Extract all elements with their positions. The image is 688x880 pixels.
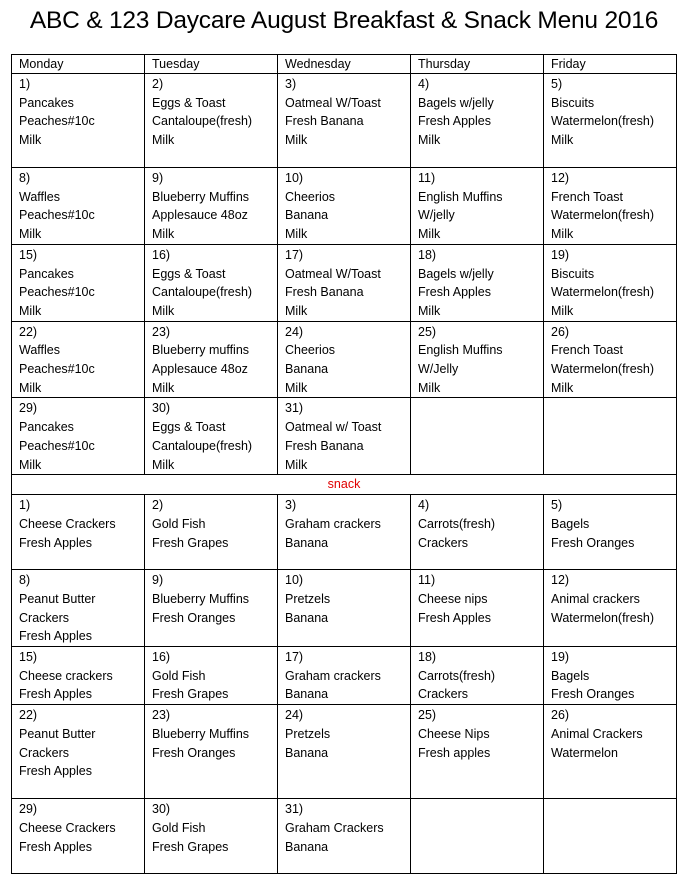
breakfast-week-row [12,168,677,245]
day-number: 23) [152,324,171,339]
snack-item: Carrots(fresh) [418,516,496,531]
breakfast-item: Milk [551,303,574,318]
snack-week-row [12,647,677,705]
breakfast-cell [145,321,278,398]
snack-cell [145,570,278,647]
snack-cell [278,705,411,799]
day-number: 22) [19,708,38,723]
breakfast-cell [411,321,544,398]
snack-item: Crackers [19,610,70,625]
snack-item: Cheese Nips [418,726,490,741]
breakfast-cell [145,398,278,475]
snack-item: Cheese Crackers [19,516,116,531]
day-number: 25) [418,324,437,339]
snack-cell [278,570,411,647]
breakfast-item: Milk [152,457,175,472]
snack-item: Banana [285,687,329,702]
day-number: 30) [152,401,171,416]
breakfast-item: Fresh Banana [285,114,364,129]
breakfast-cell [544,398,677,475]
snack-week-row [12,495,677,570]
breakfast-cell [544,321,677,398]
day-number: 23) [152,708,171,723]
breakfast-item: Milk [551,133,574,148]
snack-cell [145,705,278,799]
breakfast-item: Milk [152,380,175,395]
day-number: 19) [551,247,570,262]
breakfast-cell [278,244,411,321]
snack-cell [411,799,544,874]
day-number: 17) [285,247,304,262]
snack-item: Fresh Apples [19,687,92,702]
snack-cell [544,495,677,570]
snack-item: Cheese crackers [19,668,113,683]
breakfast-item: Peaches#10c [19,208,95,223]
breakfast-item: Milk [19,303,42,318]
day-number: 8) [19,573,31,588]
breakfast-cell [411,74,544,168]
breakfast-item: Watermelon(fresh) [551,208,655,223]
snack-cell [278,647,411,705]
snack-item: Watermelon(fresh) [551,610,655,625]
breakfast-item: Oatmeal W/Toast [285,266,381,281]
breakfast-cell [145,74,278,168]
menu-table [11,54,677,874]
snack-divider-row [12,475,677,495]
breakfast-item: Applesauce 48oz [152,208,248,223]
snack-cell [145,647,278,705]
breakfast-item: Cantaloupe(fresh) [152,114,253,129]
day-number: 5) [551,77,563,91]
day-number: 31) [285,401,304,416]
snack-cell [411,705,544,799]
snack-item: Watermelon [551,745,618,760]
breakfast-item: Eggs & Toast [152,266,226,281]
day-number: 9) [152,573,164,588]
snack-week-row [12,705,677,799]
snack-item: Fresh Oranges [152,610,236,625]
day-header-tuesday: Tuesday [145,55,278,74]
snack-item: Gold Fish [152,668,206,683]
snack-item: Blueberry Muffins [152,591,250,606]
breakfast-cell [544,168,677,245]
snack-item: Fresh Grapes [152,687,229,702]
day-number: 24) [285,324,304,339]
snack-item: Fresh Apples [19,629,92,644]
page-title: ABC & 123 Daycare August Breakfast & Snack Menu 2016 [29,7,659,34]
day-number: 24) [285,708,304,723]
breakfast-item: Blueberry muffins [152,343,250,358]
snack-item: Banana [285,839,329,854]
snack-item: Carrots(fresh) [418,668,496,683]
snack-item: Gold Fish [152,820,206,835]
breakfast-item: Watermelon(fresh) [551,285,655,300]
breakfast-item: Milk [285,457,308,472]
snack-item: Peanut Butter [19,591,96,606]
snack-cell [278,495,411,570]
breakfast-item: Milk [19,457,42,472]
day-number: 29) [19,401,38,416]
snack-item: Bagels [551,668,590,683]
breakfast-cell [278,168,411,245]
breakfast-item: Peaches#10c [19,114,95,129]
day-number: 25) [418,708,437,723]
breakfast-item: Fresh Apples [418,114,491,129]
breakfast-cell [411,244,544,321]
breakfast-item: Milk [551,227,574,242]
snack-item: Graham crackers [285,516,381,531]
breakfast-item: Eggs & Toast [152,95,226,110]
breakfast-item: Waffles [19,343,60,358]
breakfast-item: Banana [285,362,329,377]
day-number: 26) [551,324,570,339]
snack-item: Fresh Apples [19,535,92,550]
snack-cell [411,647,544,705]
snack-item: Animal Crackers [551,726,643,741]
breakfast-item: French Toast [551,189,624,204]
breakfast-item: Milk [152,133,175,148]
breakfast-cell [544,74,677,168]
breakfast-cell [278,74,411,168]
breakfast-item: English Muffins [418,189,503,204]
snack-week-row [12,570,677,647]
breakfast-item: Milk [418,303,441,318]
snack-item: Fresh Apples [418,610,491,625]
breakfast-item: Milk [285,227,308,242]
breakfast-item: Biscuits [551,95,595,110]
day-header-thursday: Thursday [411,55,544,74]
snack-item: Crackers [19,745,70,760]
breakfast-item: Waffles [19,189,60,204]
snack-item: Fresh Apples [19,764,92,779]
snack-item: Graham crackers [285,668,381,683]
day-number: 22) [19,324,38,339]
breakfast-item: Cheerios [285,343,336,358]
day-number: 19) [551,650,570,665]
day-number: 5) [551,498,563,513]
breakfast-item: Milk [418,227,441,242]
breakfast-item: W/Jelly [418,362,459,377]
day-header-wednesday: Wednesday [278,55,411,74]
snack-item: Banana [285,745,329,760]
breakfast-item: Milk [285,380,308,395]
snack-item: Animal crackers [551,591,640,606]
breakfast-item: Milk [418,380,441,395]
day-number: 15) [19,650,38,665]
day-number: 12) [551,573,570,588]
day-header-monday: Monday [12,55,145,74]
snack-cell [12,495,145,570]
breakfast-cell [12,74,145,168]
breakfast-cell [544,244,677,321]
breakfast-item: Bagels w/jelly [418,95,494,110]
snack-cell [544,647,677,705]
day-number: 4) [418,498,430,513]
breakfast-item: Peaches#10c [19,438,95,453]
snack-item: Cheese nips [418,591,488,606]
breakfast-item: Biscuits [551,266,595,281]
snack-item: Crackers [418,687,469,702]
snack-cell [12,705,145,799]
breakfast-cell [145,168,278,245]
day-number: 3) [285,498,297,513]
snack-item: Bagels [551,516,590,531]
day-number: 2) [152,77,164,91]
snack-cell [12,570,145,647]
snack-item: Pretzels [285,726,331,741]
snack-item: Cheese Crackers [19,820,116,835]
snack-cell [145,799,278,874]
breakfast-item: Milk [19,380,42,395]
day-number: 10) [285,573,304,588]
day-number: 4) [418,77,430,91]
day-number: 18) [418,650,437,665]
snack-cell [544,570,677,647]
snack-item: Fresh Apples [19,839,92,854]
breakfast-item: W/jelly [418,208,455,223]
breakfast-item: Fresh Banana [285,285,364,300]
breakfast-item: Eggs & Toast [152,420,226,435]
breakfast-item: Bagels w/jelly [418,266,494,281]
snack-item: Fresh Oranges [551,687,635,702]
day-number: 9) [152,171,164,185]
day-number: 8) [19,171,31,185]
day-header-friday: Friday [544,55,677,74]
breakfast-item: French Toast [551,343,624,358]
breakfast-item: Blueberry Muffins [152,189,250,204]
breakfast-item: Fresh Banana [285,438,364,453]
breakfast-item: Applesauce 48oz [152,362,248,377]
breakfast-cell [12,321,145,398]
snack-item: Fresh apples [418,745,491,760]
breakfast-item: Milk [19,133,42,148]
day-number: 16) [152,247,171,262]
day-number: 18) [418,247,437,262]
snack-item: Gold Fish [152,516,206,531]
day-number: 11) [418,171,436,185]
day-number: 1) [19,77,31,91]
breakfast-item: Oatmeal W/Toast [285,95,381,110]
day-number: 10) [285,171,304,185]
breakfast-week-row [12,321,677,398]
breakfast-item: Milk [152,303,175,318]
breakfast-cell [278,321,411,398]
breakfast-cell [411,168,544,245]
day-number: 11) [418,573,436,588]
breakfast-item: Milk [551,380,574,395]
snack-cell [411,495,544,570]
breakfast-item: Milk [418,133,441,148]
day-number: 16) [152,650,171,665]
breakfast-item: Pancakes [19,420,74,435]
breakfast-item: Cantaloupe(fresh) [152,285,253,300]
day-number: 29) [19,802,38,817]
day-number: 12) [551,171,570,185]
snack-item: Fresh Oranges [152,745,236,760]
day-number: 1) [19,498,31,513]
day-number: 26) [551,708,570,723]
breakfast-item: Banana [285,208,329,223]
snack-cell [12,647,145,705]
day-number: 3) [285,77,297,91]
breakfast-item: Milk [285,133,308,148]
breakfast-cell [12,168,145,245]
day-number: 31) [285,802,304,817]
breakfast-week-row [12,74,677,168]
breakfast-cell [145,244,278,321]
snack-item: Crackers [418,535,469,550]
day-header-row [12,55,677,74]
day-number: 30) [152,802,171,817]
breakfast-item: Peaches#10c [19,285,95,300]
breakfast-item: Pancakes [19,266,74,281]
snack-item: Pretzels [285,591,331,606]
breakfast-item: English Muffins [418,343,503,358]
snack-item: Fresh Oranges [551,535,635,550]
snack-label: snack [12,475,677,495]
snack-week-row [12,799,677,874]
snack-item: Banana [285,535,329,550]
breakfast-week-row [12,398,677,475]
snack-item: Peanut Butter [19,726,96,741]
breakfast-item: Watermelon(fresh) [551,362,655,377]
snack-cell [278,799,411,874]
breakfast-cell [411,398,544,475]
snack-cell [411,570,544,647]
snack-cell [145,495,278,570]
breakfast-cell [278,398,411,475]
snack-item: Graham Crackers [285,820,384,835]
breakfast-item: Cheerios [285,189,336,204]
day-number: 15) [19,247,38,262]
snack-item: Fresh Grapes [152,535,229,550]
day-number: 2) [152,498,164,513]
breakfast-item: Oatmeal w/ Toast [285,420,382,435]
breakfast-item: Milk [19,227,42,242]
snack-item: Fresh Grapes [152,839,229,854]
snack-cell [544,705,677,799]
breakfast-item: Peaches#10c [19,362,95,377]
breakfast-item: Fresh Apples [418,285,491,300]
snack-item: Blueberry Muffins [152,726,250,741]
breakfast-item: Cantaloupe(fresh) [152,438,253,453]
breakfast-cell [12,398,145,475]
day-number: 17) [285,650,304,665]
breakfast-item: Watermelon(fresh) [551,114,655,129]
breakfast-week-row [12,244,677,321]
snack-cell [12,799,145,874]
breakfast-item: Milk [152,227,175,242]
snack-cell [544,799,677,874]
snack-item: Banana [285,610,329,625]
breakfast-item: Pancakes [19,95,74,110]
breakfast-cell [12,244,145,321]
breakfast-item: Milk [285,303,308,318]
